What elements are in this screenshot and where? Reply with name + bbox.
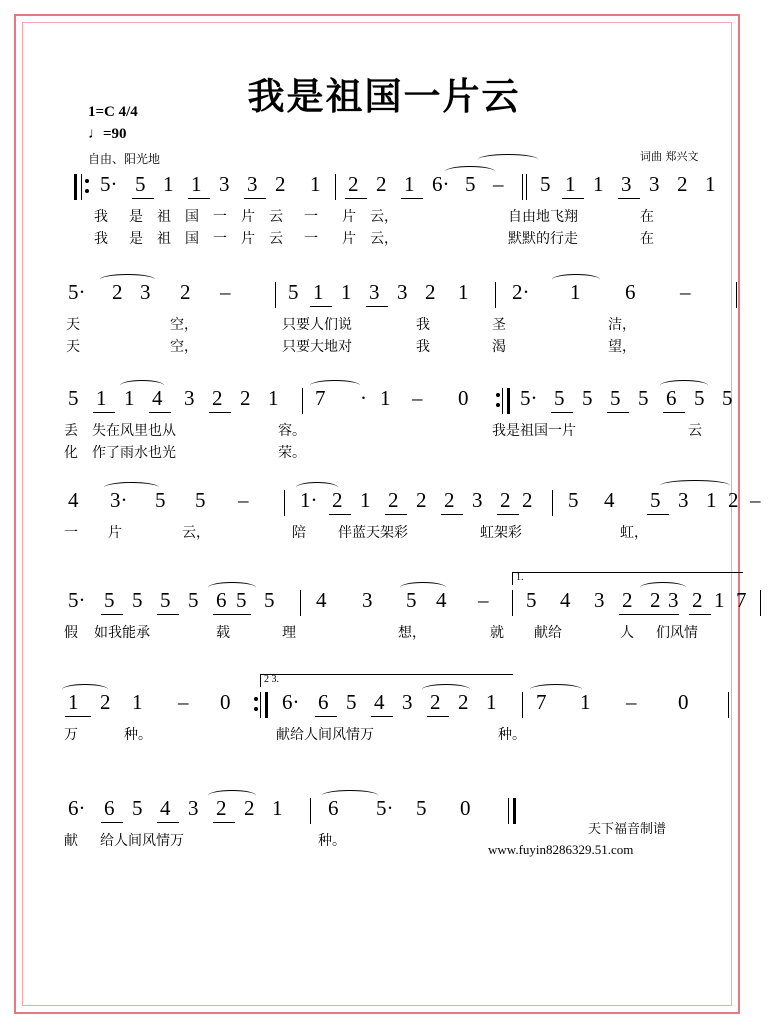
tempo-marking: ♩=90 <box>88 126 127 142</box>
notation-row: 6· 6 5 4 3 2 2 1 6 5· 5 0 <box>60 796 700 830</box>
lyric-row-verse2: 天 空， 只要大地对 我 渴 望， <box>66 339 636 355</box>
music-system-6 <box>60 674 700 746</box>
music-system-1 <box>60 172 716 250</box>
key-signature: 1=C 4/4 <box>88 104 138 120</box>
first-ending-bracket <box>512 572 743 585</box>
page-title: 我是祖国一片云 <box>247 75 521 118</box>
notation-row: 5 1 1 4 3 2 2 1 7 · 1 – 0 5· 5 5 5 5 6 5 5 <box>60 386 700 420</box>
notation-row: 5· 2 3 2 – 5 1 1 3 3 2 1 2· 1 6 – <box>60 280 700 314</box>
music-system-5 <box>60 572 747 644</box>
mood-marking: 自由、阳光地 <box>88 152 161 166</box>
composer-credit: 词曲 郑兴文 <box>640 150 699 163</box>
lyric-row-verse1: 万 种。 献给人间风情万 种。 <box>64 727 526 743</box>
notation-row: 5· 5 1 1 3 3 2 1 2 2 1 6· 5 – 5 1 1 3 3 2 1 <box>60 172 700 206</box>
footer-credit: 天下福音制谱 <box>588 822 667 837</box>
lyric-row-verse1: 天 空， 只要人们说 我 圣 洁， <box>66 317 636 333</box>
notation-row: 1 2 1 – 0 2 3. 6· 6 5 4 3 2 2 1 7 1 – 0 <box>60 690 700 724</box>
lyric-row-verse1: 丢 失在风里也从 容。 我是祖国一片 云 <box>64 423 702 439</box>
footer-url: www.fuyin8286329.51.com <box>488 842 634 857</box>
music-system-3 <box>60 386 733 464</box>
second-ending-label: 2 3. <box>264 674 279 685</box>
lyric-row-verse1: 假 如我能承 载 理 想， 就 献给 人 们风情 <box>64 625 698 641</box>
lyric-row-verse2: 化 作了雨水也光 荣。 <box>64 445 306 461</box>
lyric-row-verse1: 我 是 祖 国 一 片 云 一 片 云， 自由地飞翔 在 <box>94 209 654 225</box>
lyric-row-verse1: 献 给人间风情万 种。 <box>64 833 346 849</box>
first-ending-label: 1. <box>516 572 524 583</box>
second-ending-bracket <box>260 674 513 687</box>
music-system-4 <box>60 488 761 544</box>
lyric-row-verse2: 我 是 祖 国 一 片 云 一 片 云， 默默的行走 在 <box>94 231 654 247</box>
lyric-row-verse1: 一 片 云， 陪 伴蓝天架彩 虹架彩 虹， <box>64 525 648 541</box>
music-system-2 <box>60 280 700 358</box>
notation-row: 4 3· 5 5 – 1· 2 1 2 2 2 3 2 2 5 4 5 3 1 2 – <box>60 488 700 522</box>
notation-row: 5· 5 5 5 5 6 5 5 4 3 5 4 – 1. 5 4 3 2 2 3 2 1 7 <box>60 588 700 622</box>
